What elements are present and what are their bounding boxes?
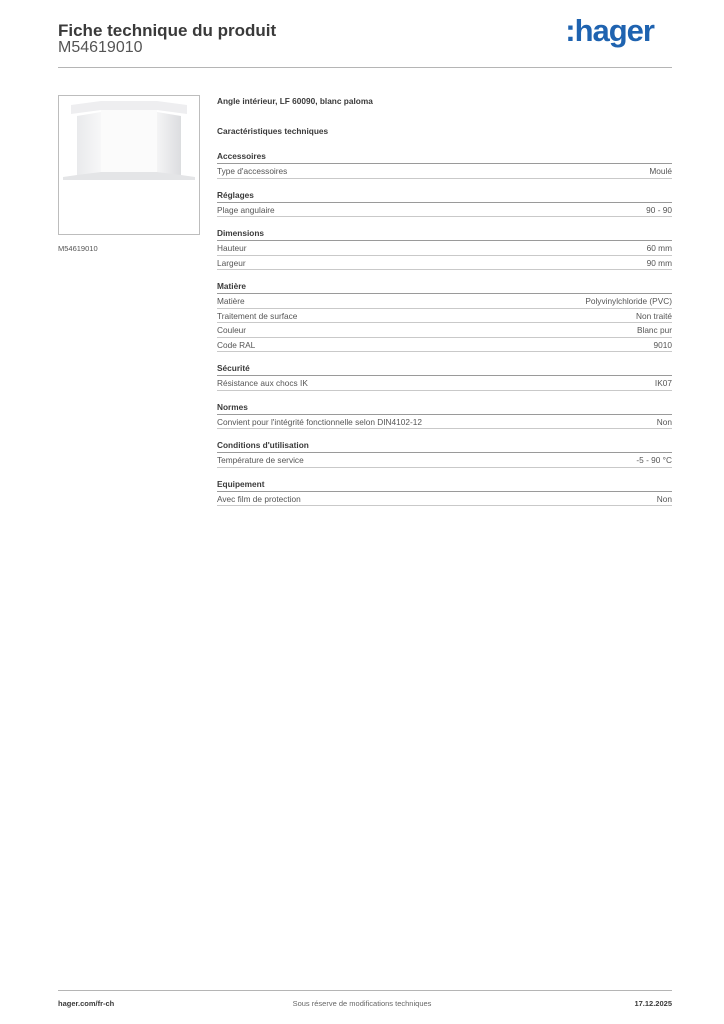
product-code: M54619010 [58,39,143,56]
spec-value: IK07 [654,378,672,388]
product-image-frame [58,95,200,235]
spec-row [217,338,672,353]
section-accessoires [217,151,672,179]
section-reglages [217,190,672,218]
section-dimensions [217,228,672,270]
spec-row [217,376,672,391]
spec-label: Convient pour l'intégrité fonctionnelle selon DIN4102-12 [217,416,422,427]
section-equipement [217,479,672,507]
section-title: Conditions d'utilisation [217,440,672,453]
spec-value: Moulé [649,166,672,176]
tech-specs-title: Caractéristiques techniques [217,126,329,136]
spec-value: Non [656,416,672,427]
spec-value: Non [656,493,672,504]
spec-row [217,492,672,507]
section-title: Normes [217,402,672,415]
spec-label: Hauteur [217,243,247,253]
spec-row [217,241,672,256]
spec-row [217,415,672,430]
spec-label: Couleur [217,325,247,335]
footer-website-link[interactable]: hager.com/fr-ch [58,999,115,1008]
spec-row [217,309,672,324]
section-title: Accessoires [217,151,672,164]
spec-value: Blanc pur [636,325,672,335]
image-caption: M54619010 [58,244,98,253]
spec-value: -5 - 90 °C [636,455,672,465]
spec-value: Non traité [636,310,672,321]
spec-value: 60 mm [646,243,672,253]
footer-date: 17.12.2025 [634,999,672,1008]
spec-value: 90 - 90 [646,204,672,215]
spec-row [217,323,672,338]
spec-row [217,203,672,218]
spec-row [217,256,672,271]
section-title: Réglages [217,190,672,203]
spec-label: Largeur [217,257,246,268]
spec-value: Polyvinylchloride (PVC) [585,296,672,306]
spec-label: Code RAL [217,339,256,350]
spec-value: 90 mm [646,257,672,268]
section-title: Equipement [217,479,672,492]
section-title: Dimensions [217,228,672,241]
document-title: Fiche technique du produit [58,21,277,40]
spec-label: Résistance aux chocs IK [217,378,308,388]
section-title: Sécurité [217,363,672,376]
spec-label: Avec film de protection [217,493,301,504]
section-securite [217,363,672,391]
section-conditions [217,440,672,468]
spec-label: Type d'accessoires [217,166,288,176]
section-normes [217,402,672,430]
footer-divider [58,990,672,991]
hager-logo: :hager [565,13,654,48]
spec-row [217,164,672,179]
spec-value: 9010 [653,339,672,350]
spec-label: Matière [217,296,245,306]
product-photo-icon [59,96,199,234]
spec-content [217,96,672,506]
footer-notice: Sous réserve de modifications techniques [292,999,432,1008]
section-matiere [217,281,672,352]
spec-row [217,453,672,468]
spec-label: Température de service [217,455,304,465]
section-title: Matière [217,281,672,294]
spec-row [217,294,672,309]
header-divider [58,67,672,68]
spec-label: Plage angulaire [217,204,275,215]
product-name: Angle intérieur, LF 60090, blanc paloma [217,96,373,106]
spec-label: Traitement de surface [217,310,298,321]
